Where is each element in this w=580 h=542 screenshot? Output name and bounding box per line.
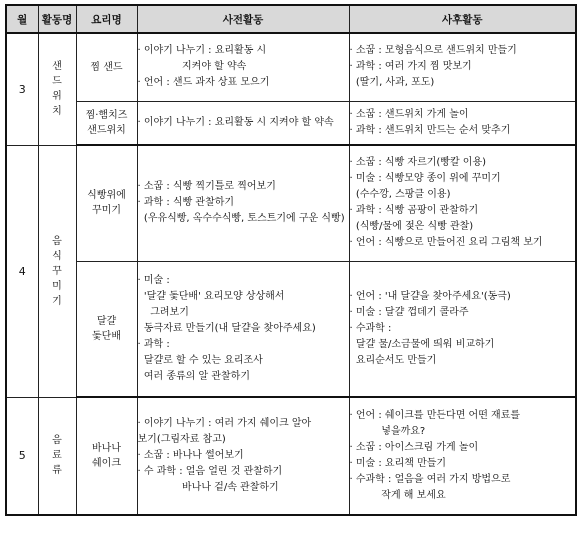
activity-cell: 음 식 꾸 미 기 <box>38 145 76 397</box>
month-cell: 3 <box>6 33 38 145</box>
pre-activity-cell: · 미술 : '달걀 돛단배' 요리모양 상상해서 그려보기 동극자료 만들기(내 달걀을 찾아주세요) · 과학 : 달걀로 할 수 있는 요리조사 여러 종류의 알 관찰하기 <box>137 261 349 397</box>
table-row <box>6 261 576 397</box>
table-row <box>6 397 576 515</box>
dish-cell: 식빵위에 꾸미기 <box>76 145 137 261</box>
header-dish: 요리명 <box>76 5 137 33</box>
header-post-activity: 사후활동 <box>349 5 576 33</box>
cooking-activity-table <box>5 4 577 516</box>
pre-activity-cell: · 이야기 나누기 : 요리활동 시 지켜야 할 약속 · 언어 : 샌드 과자 상표 모으기 <box>137 33 349 101</box>
pre-activity-cell: · 이야기 나누기 : 여러 가지 쉐이크 알아 보기(그림자료 참고) · 소꿉 : 바나나 썰어보기 · 수 과학 : 얼음 얼린 것 관찰하기 바나나 겉/속 관찰하기 <box>137 397 349 515</box>
month-cell: 5 <box>6 397 38 515</box>
post-activity-cell: · 언어 : '내 달걀을 찾아주세요'(동극) · 미술 : 달걀 껍데기 콜라주 · 수과학 : 달걀 물/소금물에 띄워 비교하기 요리순서도 만들기 <box>349 261 576 397</box>
post-activity-cell: · 소꿉 : 모형음식으로 샌드위치 만들기 · 과학 : 여러 가지 찜 맛보기 (딸기, 사과, 포도) <box>349 33 576 101</box>
header-row <box>6 5 576 33</box>
post-activity-cell: · 언어 : 쉐이크를 만든다면 어떤 재료를 넣을까요? · 소꿉 : 아이스크림 가게 놀이 · 미술 : 요리책 만들기 · 수과학 : 얼음을 여러 가지 방법으로 작게 해 보세요 <box>349 397 576 515</box>
dish-cell: 바나나 쉐이크 <box>76 397 137 515</box>
post-activity-cell: · 소꿉 : 식빵 자르기(빵칼 이용) · 미술 : 식빵모양 종이 위에 꾸미기 (수수깡, 스팡클 이용) · 과학 : 식빵 곰팡이 관찰하기 (식빵/물에 젖은 식빵 관찰) · 언어 : 식빵으로 만들어진 요리 그림책 보기 <box>349 145 576 261</box>
post-activity-cell: · 소꿉 : 샌드위치 가게 놀이 · 과학 : 샌드위치 만드는 순서 맞추기 <box>349 101 576 145</box>
pre-activity-cell: · 소꿉 : 식빵 찍기틀로 찍어보기 · 과학 : 식빵 관찰하기 (우유식빵, 옥수수식빵, 토스트기에 구운 식빵) <box>137 145 349 261</box>
dish-cell: 달걀 돛단배 <box>76 261 137 397</box>
table-row <box>6 33 576 101</box>
header-month: 월 <box>6 5 38 33</box>
header-pre-activity: 사전활동 <box>137 5 349 33</box>
table-row <box>6 145 576 261</box>
dish-cell: 찜 샌드 <box>76 33 137 101</box>
activity-cell: 음 료 류 <box>38 397 76 515</box>
activity-cell: 샌 드 위 치 <box>38 33 76 145</box>
dish-cell: 찜·햄치즈 샌드위치 <box>76 101 137 145</box>
header-activity: 활동명 <box>38 5 76 33</box>
table-row <box>6 101 576 145</box>
month-cell: 4 <box>6 145 38 397</box>
pre-activity-cell: · 이야기 나누기 : 요리활동 시 지켜야 할 약속 <box>137 101 349 145</box>
